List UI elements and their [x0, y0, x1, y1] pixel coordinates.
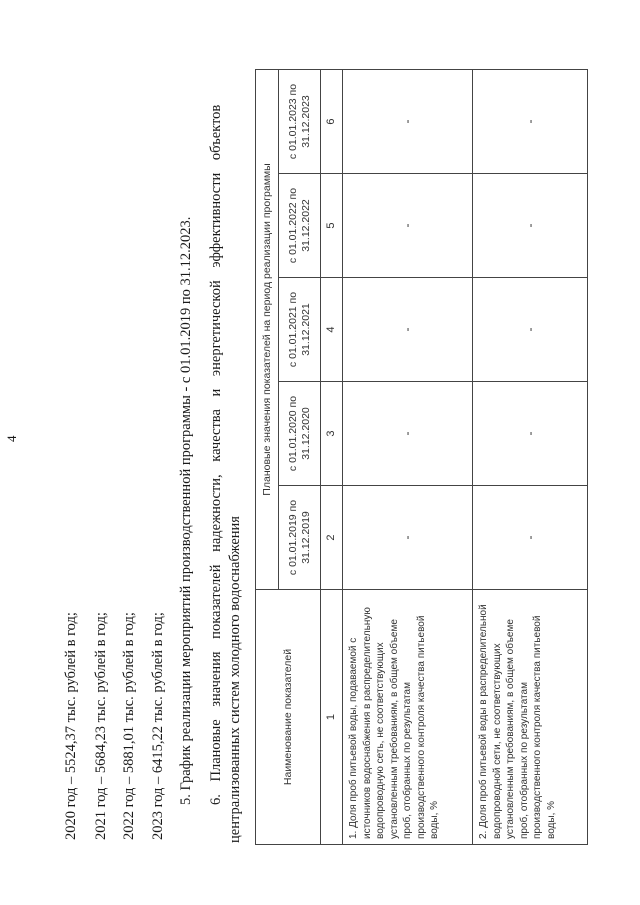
column-number: 2 [321, 486, 343, 590]
indicator-value: - [473, 69, 588, 173]
section6-heading-cont: централизованных систем холодного водоснабжения [227, 516, 243, 843]
indicator-value: - [343, 486, 473, 590]
table-row [473, 69, 588, 844]
indicator-value: - [473, 174, 588, 278]
section6-heading: 6. Плановые значения показателей надежности, качества и энергетической эффективности объектов [208, 104, 224, 805]
col-header-indicator-name: Наименование показателей [256, 590, 321, 845]
indicators-table [255, 69, 588, 845]
period-header: с 01.01.2022 по 31.12.2022 [279, 174, 321, 278]
table-header-row-1 [256, 69, 279, 844]
indicator-value: - [343, 278, 473, 382]
column-number: 6 [321, 69, 343, 173]
table-number-row [321, 69, 343, 844]
budget-line-2021: 2021 год – 5684,23 тыс. рублей в год; [93, 612, 109, 840]
budget-line-2020: 2020 год – 5524,37 тыс. рублей в год; [63, 612, 79, 840]
page-number: 4 [4, 435, 19, 442]
column-number: 4 [321, 278, 343, 382]
indicator-value: - [473, 278, 588, 382]
column-number: 5 [321, 174, 343, 278]
indicator-value: - [343, 382, 473, 486]
indicator-name: 2. Доля проб питьевой воды в распределительной водопроводной сети, не соответствующих установленным требованиям, в общем объеме проб, отобранных по результатам производственного контроля качества питьевой воды, % [473, 590, 588, 845]
column-number: 1 [321, 590, 343, 845]
budget-line-2022: 2022 год – 5881,01 тыс. рублей в год; [121, 612, 137, 840]
col-header-planned-values: Плановые значения показателей на период реализации программы [256, 69, 279, 589]
indicator-name: 1. Доля проб питьевой воды, подаваемой с источников водоснабжения в распределительную водопроводную сеть, не соответствующих установленным требованиям, в общем объеме проб, отобранных по результатам производственного контроля качества питьевой воды, % [343, 590, 473, 845]
column-number: 3 [321, 382, 343, 486]
indicator-value: - [473, 382, 588, 486]
budget-line-2023: 2023 год – 6415,22 тыс. рублей в год; [150, 612, 166, 840]
indicator-value: - [473, 486, 588, 590]
period-header: с 01.01.2023 по 31.12.2023 [279, 69, 321, 173]
indicator-value: - [343, 174, 473, 278]
table-row [343, 69, 473, 844]
indicator-value: - [343, 69, 473, 173]
period-header: с 01.01.2021 по 31.12.2021 [279, 278, 321, 382]
section5-text: 5. График реализации мероприятий производственной программы - с 01.01.2019 по 31.12.2023. [178, 216, 194, 805]
period-header: с 01.01.2020 по 31.12.2020 [279, 382, 321, 486]
period-header: с 01.01.2019 по 31.12.2019 [279, 486, 321, 590]
